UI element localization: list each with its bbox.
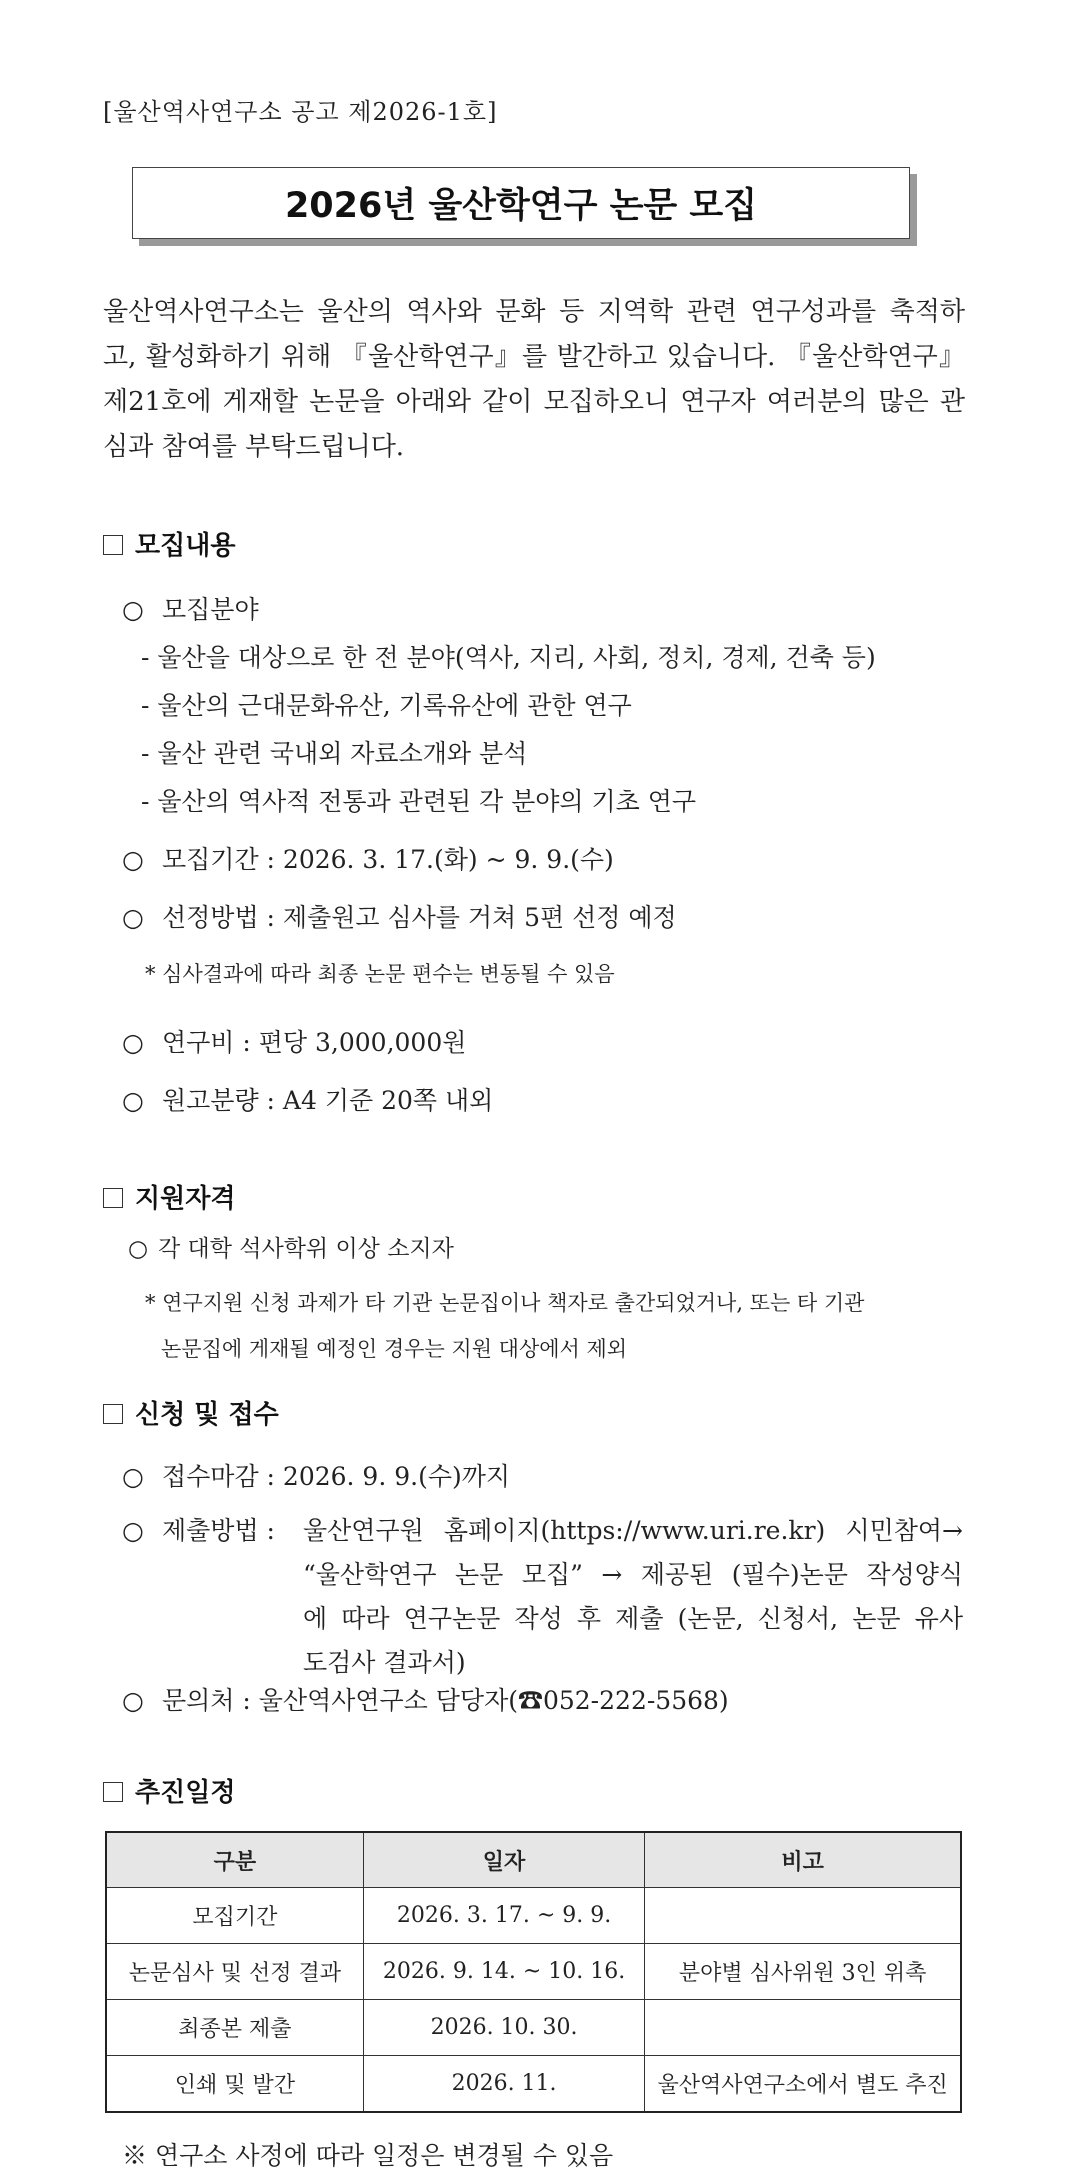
section-heading-eligibility: 지원자격 xyxy=(103,1178,235,1215)
checkbox-square-icon xyxy=(103,1782,123,1802)
intro-line: 울산역사연구소는 울산의 역사와 문화 등 지역학 관련 연구성과를 축적하 xyxy=(103,297,965,327)
title-box xyxy=(132,167,910,239)
selection-note: * 심사결과에 따라 최종 논문 편수는 변동될 수 있음 xyxy=(145,962,615,986)
table-header-cell: 일자 xyxy=(363,1832,644,1888)
table-cell: 논문심사 및 선정 결과 xyxy=(106,1944,363,2000)
table-cell: 2026. 9. 14. ~ 10. 16. xyxy=(363,1944,644,2000)
table-cell: 인쇄 및 발간 xyxy=(106,2056,363,2113)
recruit-field-item: - 울산의 역사적 전통과 관련된 각 분야의 기초 연구 xyxy=(141,787,697,816)
recruit-period: ○ 모집기간 : 2026. 3. 17.(화) ~ 9. 9.(수) xyxy=(122,845,614,874)
schedule-footnote: ※ 연구소 사정에 따라 일정은 변경될 수 있음 xyxy=(122,2141,614,2170)
intro-paragraph xyxy=(103,290,965,470)
recruit-field-item: - 울산의 근대문화유산, 기록유산에 관한 연구 xyxy=(141,691,632,720)
table-row xyxy=(106,1944,961,2000)
method-line: “울산학연구 논문 모집” → 제공된 (필수)논문 작성양식 xyxy=(303,1560,963,1589)
eligibility-note: * 연구지원 신청 과제가 타 기관 논문집이나 책자로 출간되었거나, 또는 타 기관 xyxy=(145,1291,865,1315)
table-row xyxy=(106,1888,961,1944)
method-text xyxy=(303,1509,963,1685)
intro-line: 고, 활성화하기 위해 『울산학연구』를 발간하고 있습니다. 『울산학연구』 xyxy=(103,342,965,372)
table-cell: 최종본 제출 xyxy=(106,2000,363,2056)
checkbox-square-icon xyxy=(103,1188,123,1208)
table-header-cell: 비고 xyxy=(645,1832,961,1888)
notice-number: [울산역사연구소 공고 제2026-1호] xyxy=(103,98,498,126)
section-heading-recruit: 모집내용 xyxy=(103,525,235,562)
table-cell xyxy=(645,2000,961,2056)
circle-bullet-icon: ○ xyxy=(122,903,144,932)
schedule-table xyxy=(105,1831,962,2113)
section-heading-application: 신청 및 접수 xyxy=(103,1394,279,1431)
recruit-selection: ○ 선정방법 : 제출원고 심사를 거쳐 5편 선정 예정 xyxy=(122,903,677,932)
method-line: 도검사 결과서) xyxy=(303,1648,466,1677)
circle-bullet-icon: ○ xyxy=(122,845,144,874)
eligibility-note: 논문집에 게재될 예정인 경우는 지원 대상에서 제외 xyxy=(161,1337,628,1361)
application-contact: ○ 문의처 : 울산역사연구소 담당자(☎052-222-5568) xyxy=(122,1686,729,1715)
application-deadline: ○ 접수마감 : 2026. 9. 9.(수)까지 xyxy=(122,1462,511,1491)
method-line: 울산연구원 홈페이지(https://www.uri.re.kr) 시민참여→ xyxy=(303,1516,963,1545)
table-header-row xyxy=(106,1832,961,1888)
method-label: ○ 제출방법 : xyxy=(122,1509,275,1553)
eligibility-item: ○ 각 대학 석사학위 이상 소지자 xyxy=(128,1236,454,1262)
table-cell: 2026. 11. xyxy=(363,2056,644,2113)
page-title: 2026년 울산학연구 논문 모집 xyxy=(284,186,758,226)
section-heading-schedule: 추진일정 xyxy=(103,1772,235,1809)
table-cell: 2026. 10. 30. xyxy=(363,2000,644,2056)
circle-bullet-icon: ○ xyxy=(122,1516,144,1545)
circle-bullet-icon: ○ xyxy=(122,1086,144,1115)
circle-bullet-icon: ○ xyxy=(122,1028,144,1057)
table-cell: 모집기간 xyxy=(106,1888,363,1944)
table-cell xyxy=(645,1888,961,1944)
recruit-field-item: - 울산을 대상으로 한 전 분야(역사, 지리, 사회, 정치, 경제, 건축 등) xyxy=(141,643,876,672)
table-cell: 2026. 3. 17. ~ 9. 9. xyxy=(363,1888,644,1944)
circle-bullet-icon: ○ xyxy=(122,1462,144,1491)
table-row xyxy=(106,2000,961,2056)
table-row xyxy=(106,2056,961,2113)
circle-bullet-icon: ○ xyxy=(122,1686,144,1715)
circle-bullet-icon: ○ xyxy=(128,1236,149,1262)
method-line: 에 따라 연구논문 작성 후 제출 (논문, 신청서, 논문 유사 xyxy=(303,1604,963,1633)
intro-line: 심과 참여를 부탁드립니다. xyxy=(103,432,405,462)
intro-line: 제21호에 게재할 논문을 아래와 같이 모집하오니 연구자 여러분의 많은 관 xyxy=(103,387,965,417)
checkbox-square-icon xyxy=(103,535,123,555)
recruit-field-item: - 울산 관련 국내외 자료소개와 분석 xyxy=(141,739,528,768)
recruit-length: ○ 원고분량 : A4 기준 20쪽 내외 xyxy=(122,1086,494,1115)
table-header-cell: 구분 xyxy=(106,1832,363,1888)
recruit-fund: ○ 연구비 : 편당 3,000,000원 xyxy=(122,1028,467,1057)
recruit-field-label: ○ 모집분야 xyxy=(122,595,259,624)
table-cell: 분야별 심사위원 3인 위촉 xyxy=(645,1944,961,2000)
circle-bullet-icon: ○ xyxy=(122,595,144,624)
checkbox-square-icon xyxy=(103,1404,123,1424)
table-cell: 울산역사연구소에서 별도 추진 xyxy=(645,2056,961,2113)
